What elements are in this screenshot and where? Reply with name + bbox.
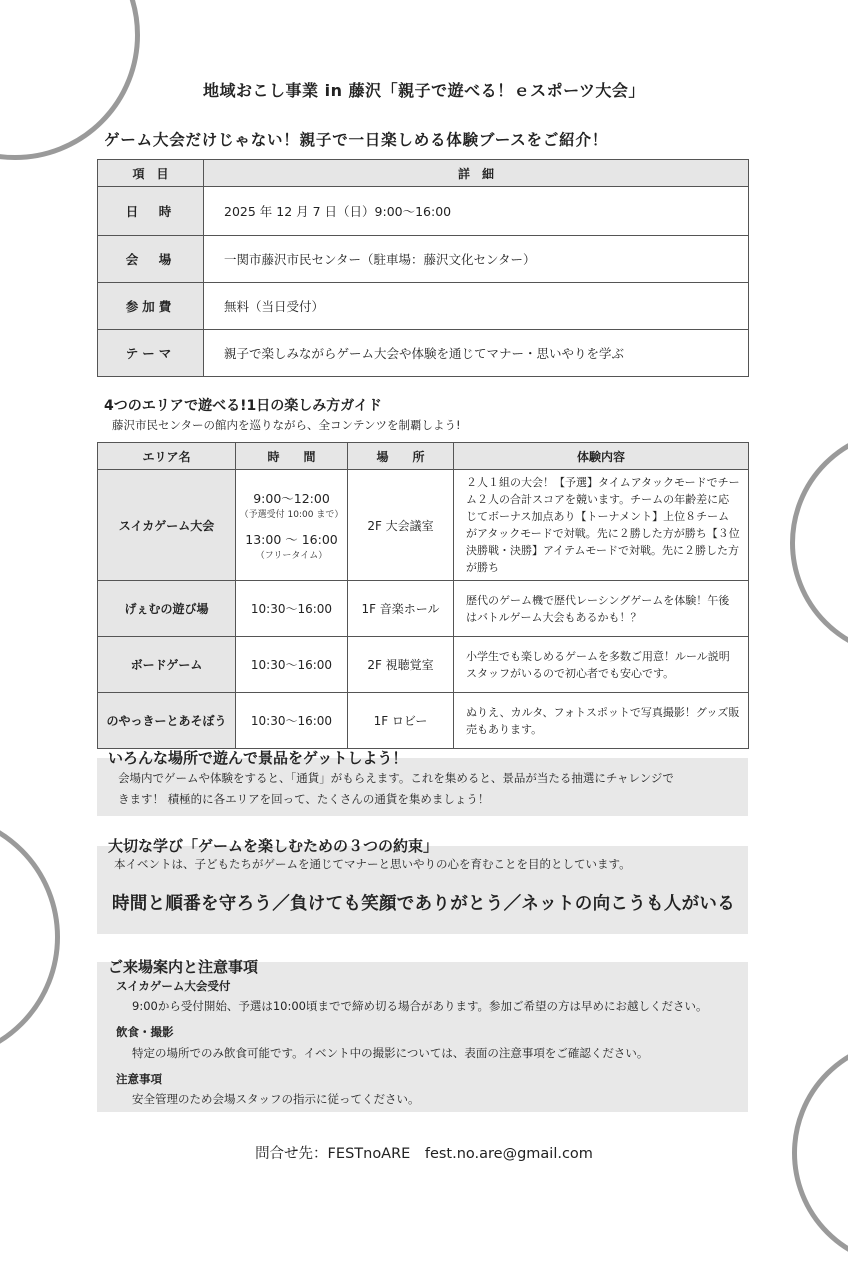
row-value: 無料（当日受付）	[204, 283, 749, 330]
decorative-arc-left-mid	[0, 812, 60, 1062]
prize-line-2: きます！ 積極的に各エリアを回って、たくさんの通貨を集めましょう！	[118, 792, 490, 806]
row-label: 参加費	[98, 283, 204, 330]
area-time: 10:30〜16:00	[236, 581, 348, 637]
row-label: 会 場	[98, 236, 204, 283]
decorative-arc-right-top	[790, 428, 848, 658]
table-row	[98, 693, 749, 749]
column-header: 体験内容	[454, 443, 749, 470]
row-value: 親子で楽しみながらゲーム大会や体験を通じてマナー・思いやりを学ぶ	[204, 330, 749, 377]
area-place: 2F 大会議室	[348, 470, 454, 581]
notice-title: 飲食・撮影	[116, 1025, 174, 1039]
table-row	[98, 283, 749, 330]
area-place: 1F 音楽ホール	[348, 581, 454, 637]
page-title: 地域おこし事業 in 藤沢「親子で遊べる！ｅスポーツ大会」	[203, 81, 645, 100]
area-description: ２人１組の大会！【予選】タイムアタックモードでチーム２人の合計スコアを競います。チームの年齢差に応じてボーナス加点あり【トーナメント】上位８チームがアタックモードで対戦。先に２勝した方が勝ち【３位決勝戦・決勝】アイテムモードで対戦。先に２勝した方が勝ち	[454, 470, 749, 581]
time-note: （予選受付 10:00 まで）	[239, 510, 344, 520]
area-name: ボードゲーム	[98, 637, 236, 693]
column-header: 場 所	[348, 443, 454, 470]
area-place: 2F 視聴覚室	[348, 637, 454, 693]
area-guide-table	[97, 442, 749, 749]
notice-title: スイカゲーム大会受付	[116, 979, 231, 993]
area-place: 1F ロビー	[348, 693, 454, 749]
column-header: 時 間	[236, 443, 348, 470]
area-time	[236, 470, 348, 581]
area-time: 10:30〜16:00	[236, 637, 348, 693]
area-description: 歴代のゲーム機で歴代レーシングゲームを体験！午後はバトルゲーム大会もあるかも！？	[454, 581, 749, 637]
area-guide-subheading: 藤沢市民センターの館内を巡りながら、全コンテンツを制覇しよう!	[112, 418, 461, 432]
row-value: 2025 年 12 月 7 日（日）9:00〜16:00	[204, 187, 749, 236]
column-header: エリア名	[98, 443, 236, 470]
table-row	[98, 187, 749, 236]
event-overview-table	[97, 159, 749, 377]
column-header: 詳 細	[204, 160, 749, 187]
table-row	[98, 330, 749, 377]
time-note: （フリータイム）	[255, 551, 328, 561]
area-name: げぇむの遊び場	[98, 581, 236, 637]
notice-body: 9:00から受付開始、予選は10:00頃までで締め切る場合があります。参加ご希望の方は早めにお越しください。	[132, 999, 708, 1013]
promises-intro: 本イベントは、子どもたちがゲームを通じてマナーと思いやりの心を育むことを目的としています。	[114, 857, 631, 871]
table-row	[98, 637, 749, 693]
notice-title: 注意事項	[116, 1072, 162, 1086]
section-heading-booths: ゲーム大会だけじゃない！親子で一日楽しめる体験ブースをご紹介！	[104, 131, 609, 149]
column-header: 項 目	[98, 160, 204, 187]
time-slot: 9:00〜12:00	[253, 491, 330, 506]
contact-info: 問合せ先：FESTnoARE fest.no.are@gmail.com	[255, 1146, 593, 1162]
table-row	[98, 581, 749, 637]
section-heading-promises: 大切な学び「ゲームを楽しむための３つの約束」	[108, 837, 439, 855]
time-slot: 13:00 〜 16:00	[245, 532, 338, 547]
row-label: 日 時	[98, 187, 204, 236]
area-name: スイカゲーム大会	[98, 470, 236, 581]
row-value: 一関市藤沢市民センター（駐車場：藤沢文化センター）	[204, 236, 749, 283]
table-header-row	[98, 443, 749, 470]
section-heading-area-guide: 4つのエリアで遊べる!1日の楽しみ方ガイド	[104, 398, 382, 414]
notice-body: 特定の場所でのみ飲食可能です。イベント中の撮影については、表面の注意事項をご確認ください。	[132, 1046, 649, 1060]
notice-body: 安全管理のため会場スタッフの指示に従ってください。	[132, 1092, 420, 1106]
section-heading-notices: ご来場案内と注意事項	[108, 958, 259, 976]
prize-line-1: 会場内でゲームや体験をすると、「通貨」がもらえます。これを集めると、景品が当たる抽選にチャレンジで	[118, 771, 674, 785]
three-promises: 時間と順番を守ろう／負けても笑顔でありがとう／ネットの向こうも人がいる	[112, 894, 735, 914]
section-heading-prizes: いろんな場所で遊んで景品をゲットしよう！	[108, 749, 408, 767]
table-row	[98, 236, 749, 283]
prize-info-text	[118, 768, 674, 810]
table-header-row	[98, 160, 749, 187]
row-label: テーマ	[98, 330, 204, 377]
area-name: のやっきーとあそぼう	[98, 693, 236, 749]
table-row	[98, 470, 749, 581]
area-description: 小学生でも楽しめるゲームを多数ご用意！ルール説明スタッフがいるので初心者でも安心です。	[454, 637, 749, 693]
area-time: 10:30〜16:00	[236, 693, 348, 749]
area-description: ぬりえ、カルタ、フォトスポットで写真撮影！グッズ販売もあります。	[454, 693, 749, 749]
